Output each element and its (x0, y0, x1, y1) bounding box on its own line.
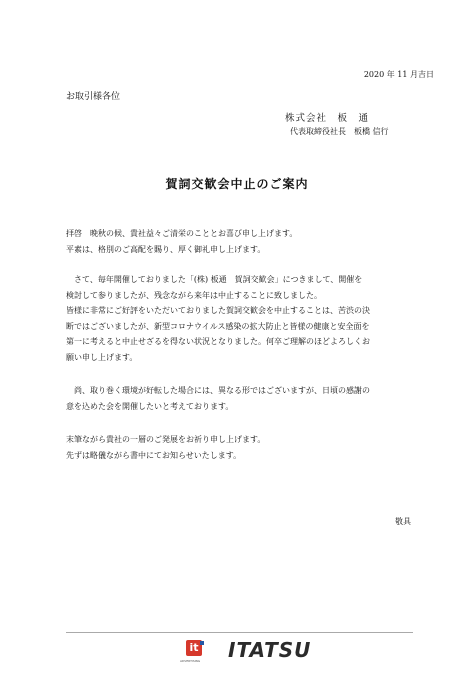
body-line: 皆様に非常にご好評をいただいておりました賀詞交歓会を中止することは、苦渋の決 (66, 306, 370, 315)
body-line: 平素は、格別のご高配を賜り、厚く御礼申し上げます。 (66, 244, 266, 254)
body-line: 断ではございましたが、新型コロナウイルス感染の拡大防止と皆様の健康と安全面を (66, 321, 370, 331)
body-line: さて、毎年開催しておりました「(株) 板通 賀詞交歓会」につきまして、開催を (74, 275, 363, 284)
addressee: お取引様各位 (66, 92, 121, 102)
logo-subtext: ADVERTISING (180, 659, 201, 663)
letter-date: 2020 年 11 月吉日 (363, 70, 434, 79)
body-line: 検討して参りましたが、残念ながら来年は中止することに致しました。 (66, 290, 322, 300)
body-line: 意を込めた会を開催したいと考えております。 (66, 401, 234, 411)
sender-representative: 代表取締役社長 板橋 信行 (290, 127, 389, 136)
company-logo-icon: it (186, 640, 202, 656)
body-line: 先ずは略儀ながら書中にてお知らせいたします。 (66, 450, 242, 460)
letter-title: 賀詞交歓会中止のご案内 (165, 177, 309, 191)
body-line: 末筆ながら貴社の一層のご発展をお祈り申し上げます。 (66, 435, 266, 444)
closing-remark: 敬具 (395, 517, 411, 526)
sender-company: 株式会社 板 通 (285, 113, 370, 124)
body-line: 第一に考えると中止せざるを得ない状況となりました。何卒ご理解のほどよろしくお (66, 337, 370, 346)
footer-divider (66, 632, 413, 633)
body-line: 願い申し上げます。 (66, 352, 138, 362)
body-line: 拝啓 晩秋の候、貴社益々ご清栄のこととお喜び申し上げます。 (66, 229, 298, 238)
company-wordmark: ITATSU (228, 638, 312, 662)
body-line: 尚、取り巻く環境が好転した場合には、異なる形ではございますが、日頃の感謝の (74, 386, 370, 395)
letter-body (66, 226, 410, 463)
